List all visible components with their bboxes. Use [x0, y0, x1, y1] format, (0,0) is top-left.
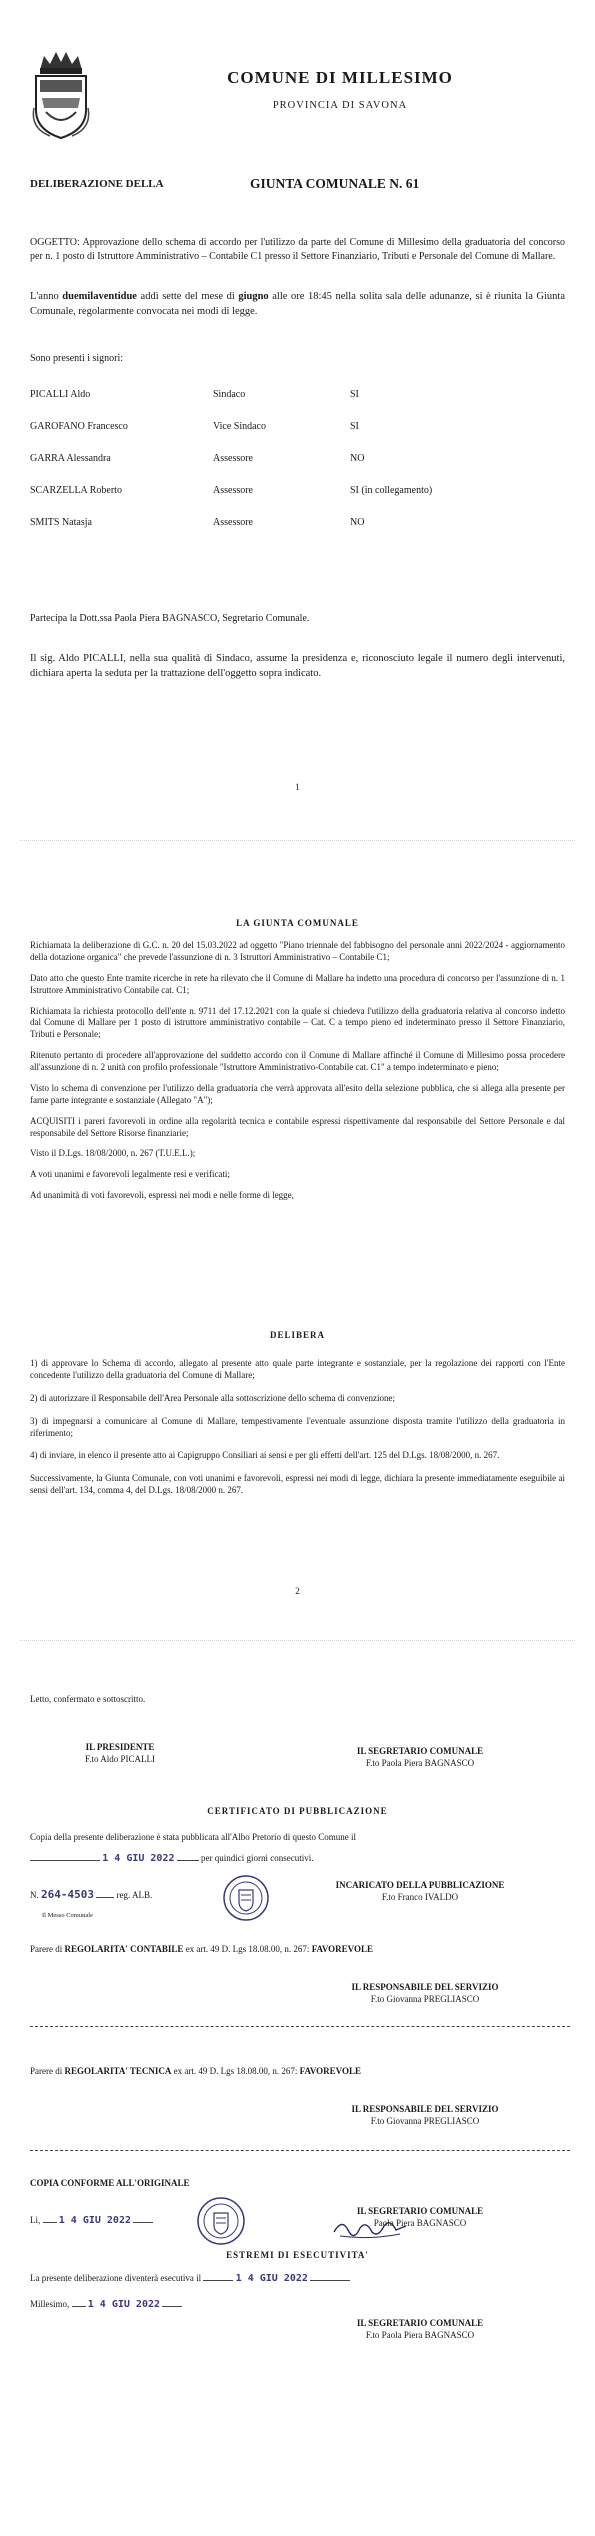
presidente-name: F.to Aldo PICALLI	[84, 1753, 156, 1764]
member-name: PICALLI Aldo	[30, 389, 91, 400]
resp1-name: F.to Giovanna PREGLIASCO	[370, 1993, 480, 2004]
list-item: 1) di approvare lo Schema di accordo, allegato al presente atto quale parte integrante e sostanziale, per la regolazione dei rapporti con l'Ente concedente l'utilizzo della graduatoria del Comune di Mallare;	[30, 1358, 565, 1380]
copia-heading: COPIA CONFORME ALL'ORIGINALE	[30, 2178, 190, 2188]
resp2-title: IL RESPONSABILE DEL SERVIZIO	[351, 2104, 499, 2114]
li-label: Li,	[30, 2215, 41, 2225]
millesimo-line	[30, 2298, 182, 2311]
table-row	[30, 484, 570, 516]
intro-month: giugno	[238, 291, 269, 302]
seg4-block	[290, 2318, 550, 2342]
seg3-name: Paola Piera BAGNASCO	[373, 2217, 467, 2228]
page-number: 1	[295, 782, 300, 792]
blank-line	[177, 1860, 199, 1861]
intro-year: duemilaventidue	[62, 291, 137, 302]
member-role: Assessore	[213, 485, 253, 496]
esecutiva-date: 1 4 GIU 2022	[235, 2273, 308, 2284]
esecutiva-line	[30, 2272, 570, 2285]
estremi-heading: ESTREMI DI ESECUTIVITA'	[226, 2250, 369, 2260]
reg-line	[30, 1888, 152, 1903]
member-name: GAROFANO Francesco	[30, 421, 128, 432]
seg4-name: F.to Paola Piera BAGNASCO	[365, 2329, 475, 2340]
member-present: SI	[350, 421, 359, 432]
segretario-block	[300, 1746, 540, 1770]
list-item: Visto lo schema di convenzione per l'utilizzo della graduatoria che verrà approvata all'esito della selezione pubblica, che si allega alla presente per farne parte integrante e sostanziale (Allegato "A");	[30, 1082, 565, 1105]
segretario-title: IL SEGRETARIO COMUNALE	[356, 1746, 484, 1756]
member-name: SMITS Natasja	[30, 517, 92, 528]
incaricato-title: INCARICATO DELLA PUBBLICAZIONE	[335, 1880, 505, 1890]
presenti-label: Sono presenti i signori:	[30, 353, 124, 364]
presidente-title: IL PRESIDENTE	[85, 1742, 155, 1752]
list-item: Dato atto che questo Ente tramite ricerche in rete ha rilevato che il Comune di Mallare ha indetto una procedura di concorso per l'assunzione di n. 1 Istruttore Amministrativo Contabile cat. C1;	[30, 972, 565, 995]
contabile-mid: ex art. 49 D. Lgs 18.08.00, n. 267:	[183, 1944, 312, 1954]
cert-date: 1 4 GIU 2022	[102, 1853, 175, 1864]
intro-text	[30, 290, 565, 319]
blank-line	[72, 2306, 86, 2307]
intro-pre: L'anno	[30, 291, 63, 302]
blank-line	[43, 2222, 57, 2223]
list-item: Successivamente, la Giunta Comunale, con voti unanimi e favorevoli, espressi nei modi di legge, dichiara la presente immediatamente eseguibile ai sensi dell'art. 134, comma 4, del D.Lgs. 18/08/2000 n. 267.	[30, 1473, 565, 1496]
page-divider	[20, 840, 575, 841]
blank-line	[96, 1897, 114, 1898]
resp1-title: IL RESPONSABILE DEL SERVIZIO	[351, 1982, 499, 1992]
member-present: NO	[350, 517, 365, 528]
page-divider	[20, 1640, 575, 1641]
list-item: 2) di autorizzare il Responsabile dell'Area Personale alla sottoscrizione dello schema di convenzione;	[30, 1392, 395, 1403]
contabile-label: REGOLARITA' CONTABILE	[64, 1944, 184, 1954]
deliberation-label: DELIBERAZIONE DELLA	[30, 178, 164, 190]
resp2-block	[290, 2104, 560, 2128]
blank-line	[30, 2026, 570, 2027]
letto-text: Letto, confermato e sottoscritto.	[30, 1694, 146, 1704]
handwritten-signature-icon	[330, 2214, 410, 2242]
member-role: Assessore	[213, 517, 253, 528]
oggetto-text: OGGETTO: Approvazione dello schema di accordo per l'utilizzo da parte del Comune di Millesimo della graduatoria del concorso per n. 1 posto di Istruttore Amministrativo – Contabile C1 presso il Settore Finanziario, Tributi e Personale del Comune di Mallare.	[30, 237, 565, 262]
reg-number: 264-4503	[41, 1888, 94, 1901]
partecipa-text: Partecipa la Dott.ssa Paola Piera BAGNASCO, Segretario Comunale.	[30, 613, 310, 624]
incaricato-name: F.to Franco IVALDO	[381, 1891, 459, 1902]
list-item: Richiamata la richiesta protocollo dell'ente n. 9711 del 17.12.2021 con la quale si chiedeva l'utilizzo della graduatoria relativa al concorso indetto dal Comune di Mallare per 1 posto di istruttore amministrativo contabile – Cat. C a tempo pieno ed indeterminato presso il Settore Finanziario, Tributi e Personale;	[30, 1005, 565, 1040]
segretario-name: F.to Paola Piera BAGNASCO	[365, 1757, 475, 1768]
cert-text: Copia della presente deliberazione è stata pubblicata all'Albo Pretorio di questo Comune il	[30, 1832, 357, 1842]
esecutiva-text: La presente deliberazione diventerà esecutiva il	[30, 2273, 202, 2283]
tecnica-pre: Parere di	[30, 2066, 65, 2076]
tecnica-label: REGOLARITA' TECNICA	[64, 2066, 172, 2076]
page-title: COMUNE DI MILLESIMO	[227, 68, 453, 87]
list-item: Visto il D.Lgs. 18/08/2000, n. 267 (T.U.E.L.);	[30, 1148, 196, 1159]
page-subtitle: PROVINCIA DI SAVONA	[272, 100, 408, 111]
presidente-block	[40, 1742, 200, 1766]
albo-label: Il Messo Comunale	[42, 1912, 93, 1919]
cert-heading: CERTIFICATO DI PUBBLICAZIONE	[207, 1806, 388, 1816]
blank-line	[310, 2280, 350, 2281]
member-role: Assessore	[213, 453, 253, 464]
intro-mid1: addì sette del mese di	[136, 291, 239, 302]
member-present: SI (in collegamento)	[350, 485, 433, 496]
list-item: ACQUISITI i pareri favorevoli in ordine alla regolarità tecnica e contabile espressi rispettivamente dal responsabile del Settore Personale e dal responsabile del Settore Risorse finanziarie;	[30, 1115, 565, 1138]
members-table	[30, 388, 570, 548]
sindaco-text: Il sig. Aldo PICALLI, nella sua qualità di Sindaco, assume la presidenza e, riconosciuto legale il numero degli intervenuti, dichiara aperta la seduta per la trattazione dell'oggetto sopra indicato.	[30, 653, 565, 679]
list-item: Ad unanimità di voti favorevoli, espressi nei modi e nelle forme di legge,	[30, 1190, 294, 1201]
millesimo-date: 1 4 GIU 2022	[87, 2299, 161, 2310]
blank-line	[30, 2150, 570, 2151]
tecnica-result: FAVOREVOLE	[299, 2066, 361, 2076]
resolution-points	[30, 1358, 565, 1508]
blank-line	[30, 1860, 100, 1861]
member-name: GARRA Alessandra	[30, 453, 111, 464]
resp2-name: F.to Giovanna PREGLIASCO	[370, 2115, 480, 2126]
seg4-title: IL SEGRETARIO COMUNALE	[356, 2318, 484, 2328]
member-role: Vice Sindaco	[213, 421, 266, 432]
deliberation-number: GIUNTA COMUNALE N. 61	[250, 176, 420, 191]
giunta-heading: LA GIUNTA COMUNALE	[236, 918, 359, 928]
intro-mid2: alle ore 18:45 nella solita sala delle adunanze, si è riunita la Giunta Comunale, regolarmente convocata nei modi di legge.	[30, 291, 566, 317]
table-row	[30, 420, 570, 452]
municipal-seal-stamp-icon	[222, 1874, 270, 1922]
table-row	[30, 388, 570, 420]
reg-prefix: N.	[30, 1890, 39, 1900]
cert-date-line	[30, 1852, 570, 1865]
blank-line	[162, 2306, 182, 2307]
coat-of-arms-icon	[30, 48, 92, 140]
member-role: Sindaco	[213, 389, 246, 400]
contabile-result: FAVOREVOLE	[311, 1944, 374, 1954]
li-date: 1 4 GIU 2022	[58, 2215, 131, 2226]
delibera-heading: DELIBERA	[269, 1330, 325, 1340]
millesimo-label: Millesimo,	[30, 2299, 70, 2309]
list-item: Ritenuto pertanto di procedere all'approvazione del suddetto accordo con il Comune di Mallare affinché il Comune di Millesimo possa procedere all'assunzione di n. 2 unità con profilo professionale "Istruttore Amministrativo-Contabile cat. C1" a tempo indeterminato e pieno;	[30, 1050, 565, 1072]
seg3-block	[290, 2206, 550, 2230]
seg3-title: IL SEGRETARIO COMUNALE	[356, 2206, 484, 2216]
resp1-block	[290, 1982, 560, 2006]
member-present: SI	[350, 389, 359, 400]
table-row	[30, 516, 570, 548]
contabile-line	[30, 1944, 570, 1956]
list-item: 4) di inviare, in elenco il presente atto ai Capigruppo Consiliari ai sensi e per gli effetti dell'art. 125 del D.Lgs. 18/08/2000, n. 267.	[30, 1450, 500, 1461]
cert-suffix: per quindici giorni consecutivi.	[201, 1853, 314, 1863]
list-item: 3) di impegnarsi a comunicare al Comune di Mallare, tempestivamente l'eventuale assunzione disposta tramite l'utilizzo della graduatoria in riferimento;	[30, 1415, 565, 1438]
list-item: Richiamata la deliberazione di G.C. n. 20 del 15.03.2022 ad oggetto "Piano triennale del fabbisogno del personale anni 2022/2024 - aggiornamento della dotazione organica" che prevede l'assunzione di n. 3 Istruttori Amministrativo – Contabile C1;	[30, 940, 565, 962]
table-row	[30, 452, 570, 484]
municipal-seal-stamp-icon	[196, 2196, 246, 2246]
list-item: A voti unanimi e favorevoli legalmente resi e verificati;	[30, 1169, 230, 1180]
incaricato-block	[280, 1880, 560, 1904]
page-number: 2	[295, 1586, 300, 1596]
tecnica-mid: ex art. 49 D. Lgs 18.08.00, n. 267:	[171, 2066, 300, 2076]
tecnica-line	[30, 2066, 570, 2078]
blank-line	[203, 2280, 233, 2281]
contabile-pre: Parere di	[30, 1944, 65, 1954]
reg-suffix: reg. ALB.	[116, 1890, 153, 1900]
li-line	[30, 2214, 153, 2227]
blank-line	[133, 2222, 153, 2223]
member-present: NO	[350, 453, 365, 464]
premises-list	[30, 940, 565, 1211]
member-name: SCARZELLA Roberto	[30, 485, 122, 496]
